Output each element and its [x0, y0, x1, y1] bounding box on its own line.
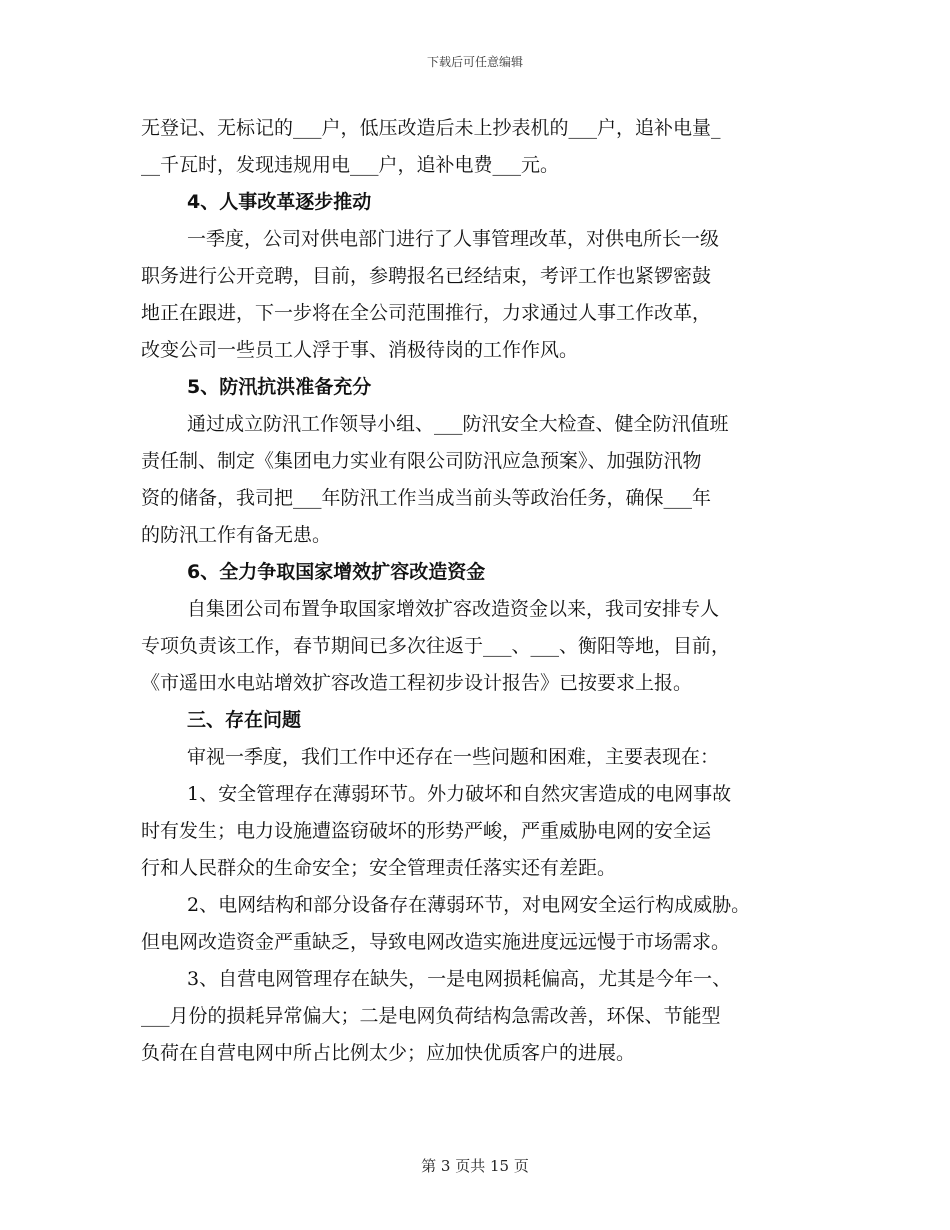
paragraph-line: 改变公司一些员工人浮于事、消极待岗的工作作风。 — [141, 339, 579, 361]
paragraph-line: 负荷在自营电网中所占比例太少；应加快优质客户的进展。 — [141, 1042, 636, 1064]
paragraph-line: 自集团公司布置争取国家增效扩容改造资金以来，我司安排专人 — [187, 598, 720, 620]
page-footer: 第 3 页共 15 页 — [421, 1157, 529, 1175]
paragraph-line: 资的储备，我司把___年防汛工作当成当前头等政治任务，确保___年 — [141, 487, 712, 509]
paragraph-line: 职务进行公开竞聘，目前，参聘报名已经结束，考评工作也紧锣密鼓 — [141, 265, 712, 287]
paragraph-line: 但电网改造资金严重缺乏，导致电网改造实施进度远远慢于市场需求。 — [141, 931, 731, 953]
paragraph-line: 无登记、无标记的___户，低压改造后未上抄表机的___户，追补电量_ — [141, 117, 721, 139]
section-heading: 6、全力争取国家增效扩容改造资金 — [187, 561, 486, 583]
section-heading: 4、人事改革逐步推动 — [187, 191, 372, 213]
paragraph-line: 的防汛工作有备无患。 — [141, 524, 332, 546]
paragraph-line: 一季度，公司对供电部门进行了人事管理改革，对供电所长一级 — [187, 228, 720, 250]
paragraph-line: 地正在跟进，下一步将在全公司范围推行，力求通过人事工作改革， — [141, 302, 712, 324]
section-heading: 5、防汛抗洪准备充分 — [187, 376, 372, 398]
paragraph-line: __千瓦时，发现违规用电___户，追补电费___元。 — [141, 154, 560, 176]
paragraph-line: 时有发生；电力设施遭盗窃破坏的形势严峻，严重威胁电网的安全运 — [141, 820, 712, 842]
paragraph-line: 2、电网结构和部分设备存在薄弱环节，对电网安全运行构成威胁。 — [187, 894, 751, 916]
paragraph-line: ___月份的损耗异常偏大；二是电网负荷结构急需改善，环保、节能型 — [141, 1005, 721, 1027]
paragraph-line: 3、自营电网管理存在缺失，一是电网损耗偏高，尤其是今年一、 — [187, 968, 732, 990]
paragraph-line: 《市遥田水电站增效扩容改造工程初步设计报告》已按要求上报。 — [141, 672, 693, 694]
paragraph-line: 审视一季度，我们工作中还存在一些问题和困难，主要表现在： — [187, 746, 720, 768]
section-heading: 三、存在问题 — [187, 709, 302, 731]
page-header: 下载后可任意编辑 — [426, 55, 523, 69]
paragraph-line: 责任制、制定《集团电力实业有限公司防汛应急预案》、加强防汛物 — [141, 450, 702, 472]
paragraph-line: 通过成立防汛工作领导小组、___防汛安全大检查、健全防汛值班 — [187, 413, 729, 435]
paragraph-line: 行和人民群众的生命安全；安全管理责任落实还有差距。 — [141, 857, 617, 879]
paragraph-line: 专项负责该工作，春节期间已多次往返于___、___、衡阳等地，目前， — [141, 635, 731, 657]
paragraph-line: 1、安全管理存在薄弱环节。外力破坏和自然灾害造成的电网事故 — [187, 783, 732, 805]
